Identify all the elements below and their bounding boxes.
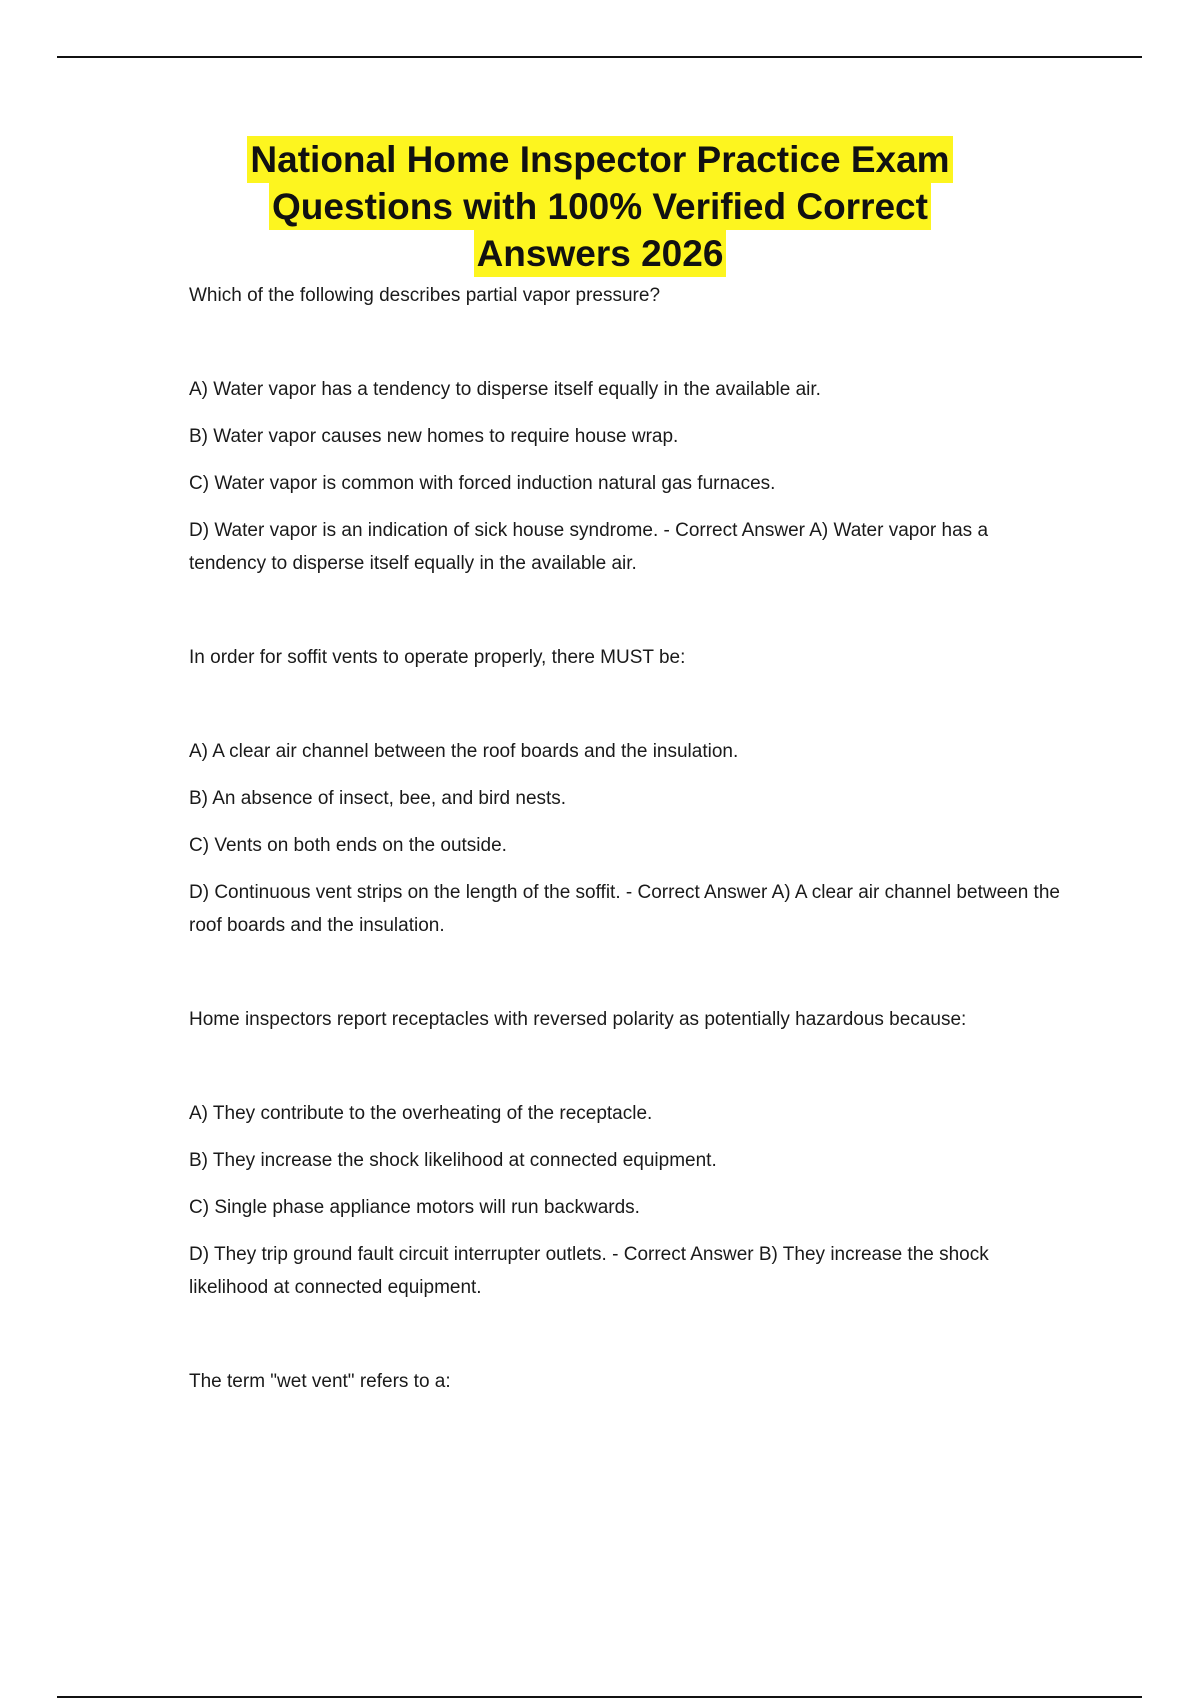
question-stem: Home inspectors report receptacles with reversed polarity as potentially hazardous because: (189, 1009, 967, 1030)
question-4 (189, 1365, 1069, 1398)
answer-option-with-correct-answer: D) Continuous vent strips on the length of the soffit. - Correct Answer A) A clear air channel between the roof boards and the insulation. (189, 882, 1060, 936)
answer-option-with-correct-answer: D) They trip ground fault circuit interrupter outlets. - Correct Answer B) They increase the shock likelihood at connected equipment. (189, 1244, 989, 1298)
answer-option: C) Vents on both ends on the outside. (189, 835, 507, 856)
answer-option: A) They contribute to the overheating of the receptacle. (189, 1103, 653, 1124)
answer-option: C) Single phase appliance motors will run backwards. (189, 1197, 640, 1218)
answer-option: B) Water vapor causes new homes to require house wrap. (189, 426, 679, 447)
question-2 (189, 641, 1069, 942)
document-body (189, 279, 1069, 1459)
answer-option: A) A clear air channel between the roof boards and the insulation. (189, 741, 739, 762)
title-line-1: National Home Inspector Practice Exam (247, 136, 952, 183)
question-stem: In order for soffit vents to operate properly, there MUST be: (189, 647, 686, 668)
question-stem: Which of the following describes partial vapor pressure? (189, 285, 661, 306)
footer-rule (57, 1696, 1142, 1698)
answer-option: A) Water vapor has a tendency to disperse itself equally in the available air. (189, 379, 821, 400)
title-line-3: Answers 2026 (474, 230, 727, 277)
answer-option-with-correct-answer: D) Water vapor is an indication of sick house syndrome. - Correct Answer A) Water vapor has a tendency to disperse itself equally in the available air. (189, 520, 989, 574)
answer-option: B) They increase the shock likelihood at connected equipment. (189, 1150, 717, 1171)
answer-option: C) Water vapor is common with forced induction natural gas furnaces. (189, 473, 776, 494)
answer-option: B) An absence of insect, bee, and bird nests. (189, 788, 567, 809)
question-stem: The term "wet vent" refers to a: (189, 1371, 451, 1392)
question-1 (189, 279, 1069, 580)
header-rule (57, 56, 1142, 58)
question-3 (189, 1003, 1069, 1304)
title-line-2: Questions with 100% Verified Correct (269, 183, 931, 230)
document-title (0, 136, 1200, 277)
